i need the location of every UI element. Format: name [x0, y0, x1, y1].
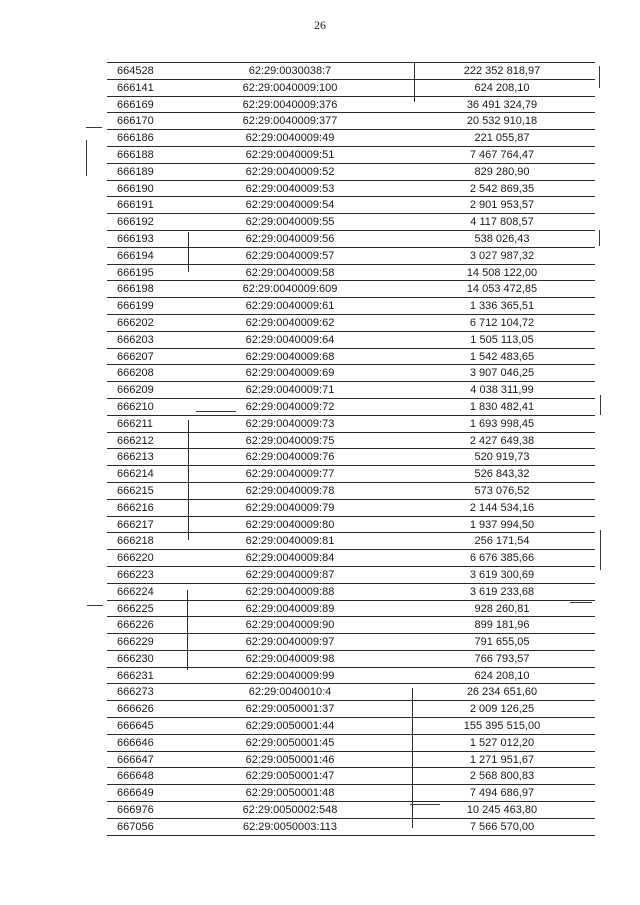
- parcel-value-table: [107, 62, 595, 836]
- record-id-cell: 666192: [117, 216, 154, 229]
- value-cell: 4 038 311,99: [470, 384, 534, 397]
- table-row: [107, 819, 595, 836]
- record-id-cell: 666223: [117, 568, 154, 581]
- table-row: [107, 735, 595, 752]
- cadastral-number-cell: 62:29:0040009:100: [242, 81, 338, 94]
- cadastral-number-cell: 62:29:0040009:62: [245, 316, 335, 329]
- table-row: [107, 768, 595, 785]
- scan-artifact: [600, 530, 601, 570]
- record-id-cell: 666226: [117, 619, 154, 632]
- value-cell: 1 336 365,51: [469, 300, 535, 313]
- value-cell: 520 919,73: [474, 451, 530, 464]
- table-row: [107, 550, 595, 567]
- record-id-cell: 666169: [117, 98, 154, 111]
- table-row: [107, 668, 595, 685]
- cadastral-number-cell: 62:29:0040009:81: [245, 535, 335, 548]
- record-id-cell: 666195: [117, 266, 154, 279]
- value-cell: 791 655,05: [474, 636, 530, 649]
- record-id-cell: 666648: [117, 770, 154, 783]
- value-cell: 829 280,90: [474, 165, 530, 178]
- record-id-cell: 666210: [117, 400, 154, 413]
- table-row: [107, 802, 595, 819]
- cadastral-number-cell: 62:29:0040009:376: [242, 98, 338, 111]
- value-cell: 3 619 300,69: [469, 568, 535, 581]
- table-row: [107, 651, 595, 668]
- cadastral-number-cell: 62:29:0050003:113: [243, 820, 337, 833]
- value-cell: 4 117 808,57: [470, 216, 534, 229]
- table-row: [107, 231, 595, 248]
- value-cell: 538 026,43: [474, 232, 530, 245]
- record-id-cell: 666225: [117, 602, 154, 615]
- cadastral-number-cell: 62:29:0050001:44: [245, 720, 335, 733]
- table-row: [107, 500, 595, 517]
- cadastral-number-cell: 62:29:0040009:52: [245, 165, 335, 178]
- record-id-cell: 666273: [117, 686, 154, 699]
- value-cell: 7 566 570,00: [469, 820, 535, 833]
- cadastral-number-cell: 62:29:0050001:46: [245, 753, 335, 766]
- value-cell: 26 234 651,60: [466, 686, 538, 699]
- cadastral-number-cell: 62:29:0040009:90: [245, 619, 335, 632]
- record-id-cell: 666220: [117, 552, 154, 565]
- table-row: [107, 332, 595, 349]
- record-id-cell: 666231: [117, 669, 154, 682]
- table-row: [107, 634, 595, 651]
- cadastral-number-cell: 62:29:0050001:37: [245, 703, 335, 716]
- record-id-cell: 666211: [117, 417, 153, 430]
- table-row: [107, 483, 595, 500]
- scan-artifact: [196, 411, 236, 412]
- record-id-cell: 666208: [117, 367, 154, 380]
- table-row: [107, 164, 595, 181]
- record-id-cell: 666212: [117, 434, 154, 447]
- value-cell: 20 532 910,18: [466, 115, 538, 128]
- cadastral-number-cell: 62:29:0040010:4: [248, 686, 332, 699]
- cadastral-number-cell: 62:29:0040009:53: [245, 182, 335, 195]
- cadastral-number-cell: 62:29:0040009:58: [245, 266, 335, 279]
- record-id-cell: 666230: [117, 652, 154, 665]
- table-row: [107, 281, 595, 298]
- scan-artifact: [570, 602, 592, 603]
- table-row: [107, 181, 595, 198]
- scan-artifact: [600, 395, 601, 415]
- cadastral-number-cell: 62:29:0040009:80: [245, 518, 335, 531]
- column-divider-left: [188, 420, 189, 540]
- table-row: [107, 197, 595, 214]
- table-row: [107, 63, 595, 80]
- value-cell: 1 937 994,50: [469, 518, 535, 531]
- table-row: [107, 533, 595, 550]
- cadastral-number-cell: 62:29:0040009:57: [245, 249, 335, 262]
- cadastral-number-cell: 62:29:0050001:48: [245, 787, 335, 800]
- record-id-cell: 666194: [117, 249, 154, 262]
- table-row: [107, 298, 595, 315]
- cadastral-number-cell: 62:29:0030038:7: [248, 65, 332, 77]
- scan-artifact: [87, 605, 103, 606]
- record-id-cell: 666216: [117, 501, 154, 514]
- cadastral-number-cell: 62:29:0050001:47: [245, 770, 335, 783]
- record-id-cell: 666190: [117, 182, 154, 195]
- cadastral-number-cell: 62:29:0050001:45: [245, 736, 335, 749]
- value-cell: 221 055,87: [474, 132, 530, 145]
- table-row: [107, 449, 595, 466]
- value-cell: 1 271 951,67: [469, 753, 535, 766]
- value-cell: 14 053 472,85: [466, 283, 538, 296]
- table-row: [107, 517, 595, 534]
- cadastral-number-cell: 62:29:0040009:98: [245, 652, 335, 665]
- record-id-cell: 666646: [117, 736, 154, 749]
- cadastral-number-cell: 62:29:0040009:72: [245, 400, 335, 413]
- record-id-cell: 666170: [117, 115, 154, 128]
- scan-artifact: [86, 140, 87, 176]
- record-id-cell: 666229: [117, 636, 154, 649]
- value-cell: 2 427 649,38: [469, 434, 535, 447]
- value-cell: 1 830 482,41: [469, 400, 535, 413]
- value-cell: 624 208,10: [474, 669, 530, 682]
- value-cell: 3 027 987,32: [469, 249, 535, 262]
- value-cell: 624 208,10: [474, 81, 530, 94]
- table-row: [107, 365, 595, 382]
- value-cell: 14 508 122,00: [466, 266, 538, 279]
- table-row: [107, 416, 595, 433]
- cadastral-number-cell: 62:29:0040009:377: [242, 115, 338, 128]
- cadastral-number-cell: 62:29:0040009:61: [245, 300, 335, 313]
- table-row: [107, 601, 595, 618]
- value-cell: 7 467 764,47: [469, 148, 535, 161]
- cadastral-number-cell: 62:29:0040009:84: [245, 552, 335, 565]
- record-id-cell: 666645: [117, 720, 154, 733]
- cadastral-number-cell: 62:29:0040009:55: [245, 216, 335, 229]
- record-id-cell: 666218: [117, 535, 154, 548]
- table-row: [107, 617, 595, 634]
- table-row: [107, 785, 595, 802]
- table-row: [107, 466, 595, 483]
- value-cell: 766 793,57: [474, 652, 530, 665]
- scan-artifact: [599, 230, 600, 246]
- record-id-cell: 666141: [117, 81, 154, 94]
- cadastral-number-cell: 62:29:0040009:56: [245, 232, 335, 245]
- table-row: [107, 399, 595, 416]
- page-number: 26: [314, 18, 326, 32]
- table-row: [107, 752, 595, 769]
- cadastral-number-cell: 62:29:0040009:78: [245, 484, 335, 497]
- value-cell: 2 901 953,57: [469, 199, 535, 212]
- table-row: [107, 130, 595, 147]
- table-row: [107, 349, 595, 366]
- value-cell: 3 619 233,68: [469, 585, 535, 598]
- value-cell: 256 171,54: [474, 535, 530, 548]
- cadastral-number-cell: 62:29:0040009:73: [245, 417, 335, 430]
- cadastral-number-cell: 62:29:0040009:609: [242, 283, 338, 296]
- cadastral-number-cell: 62:29:0040009:71: [245, 384, 335, 397]
- value-cell: 155 395 515,00: [463, 720, 541, 733]
- value-cell: 1 527 012,20: [469, 736, 535, 749]
- cadastral-number-cell: 62:29:0040009:99: [245, 669, 335, 682]
- record-id-cell: 666214: [117, 468, 154, 481]
- column-divider-right: [412, 688, 413, 828]
- value-cell: 1 542 483,65: [469, 350, 535, 363]
- record-id-cell: 666626: [117, 703, 154, 716]
- record-id-cell: 666198: [117, 283, 154, 296]
- cadastral-number-cell: 62:29:0040009:64: [245, 333, 335, 346]
- table-row: [107, 567, 595, 584]
- table-row: [107, 113, 595, 130]
- value-cell: 899 181,96: [474, 619, 530, 632]
- record-id-cell: 666188: [117, 148, 154, 161]
- record-id-cell: 664528: [117, 65, 154, 77]
- record-id-cell: 666203: [117, 333, 154, 346]
- value-cell: 573 076,52: [474, 484, 530, 497]
- record-id-cell: 666224: [117, 585, 154, 598]
- record-id-cell: 667056: [117, 820, 154, 833]
- cadastral-number-cell: 62:29:0040009:77: [245, 468, 335, 481]
- value-cell: 2 542 869,35: [469, 182, 535, 195]
- table-row: [107, 214, 595, 231]
- table-row: [107, 433, 595, 450]
- table-row: [107, 701, 595, 718]
- record-id-cell: 666217: [117, 518, 154, 531]
- record-id-cell: 666186: [117, 132, 154, 145]
- cadastral-number-cell: 62:29:0040009:97: [245, 636, 335, 649]
- value-cell: 6 712 104,72: [469, 316, 535, 329]
- table-row: [107, 147, 595, 164]
- cadastral-number-cell: 62:29:0040009:88: [245, 585, 335, 598]
- record-id-cell: 666213: [117, 451, 154, 464]
- value-cell: 928 260,81: [474, 602, 530, 615]
- scan-artifact: [86, 127, 102, 128]
- value-cell: 1 693 998,45: [469, 417, 535, 430]
- scan-artifact: [599, 66, 600, 88]
- table-row: [107, 265, 595, 282]
- table-row: [107, 584, 595, 601]
- table-row: [107, 80, 595, 97]
- table-row: [107, 248, 595, 265]
- table-row: [107, 684, 595, 701]
- table-row: [107, 382, 595, 399]
- value-cell: 6 676 385,66: [469, 552, 535, 565]
- record-id-cell: 666202: [117, 316, 154, 329]
- column-divider-left: [188, 232, 189, 272]
- record-id-cell: 666191: [117, 199, 154, 212]
- cadastral-number-cell: 62:29:0040009:75: [245, 434, 335, 447]
- cadastral-number-cell: 62:29:0040009:87: [245, 568, 335, 581]
- record-id-cell: 666199: [117, 300, 154, 313]
- record-id-cell: 666189: [117, 165, 154, 178]
- value-cell: 7 494 686,97: [469, 787, 535, 800]
- value-cell: 2 568 800,83: [469, 770, 535, 783]
- record-id-cell: 666193: [117, 232, 154, 245]
- cadastral-number-cell: 62:29:0040009:54: [245, 199, 335, 212]
- table-row: [107, 97, 595, 114]
- cadastral-number-cell: 62:29:0050002:548: [242, 804, 338, 817]
- value-cell: 2 009 126,25: [469, 703, 535, 716]
- cadastral-number-cell: 62:29:0040009:68: [245, 350, 335, 363]
- scan-artifact: [410, 804, 440, 805]
- value-cell: 36 491 324,79: [466, 98, 538, 111]
- cadastral-number-cell: 62:29:0040009:51: [245, 148, 335, 161]
- cadastral-number-cell: 62:29:0040009:76: [245, 451, 335, 464]
- column-divider-left: [187, 590, 188, 670]
- record-id-cell: 666649: [117, 787, 154, 800]
- value-cell: 10 245 463,80: [466, 804, 538, 817]
- value-cell: 3 907 046,25: [469, 367, 535, 380]
- record-id-cell: 666647: [117, 753, 154, 766]
- record-id-cell: 666215: [117, 484, 154, 497]
- value-cell: 2 144 534,16: [469, 501, 535, 514]
- record-id-cell: 666976: [117, 804, 154, 817]
- table-row: [107, 718, 595, 735]
- cadastral-number-cell: 62:29:0040009:79: [245, 501, 335, 514]
- record-id-cell: 666209: [117, 384, 154, 397]
- value-cell: 526 843,32: [474, 468, 530, 481]
- value-cell: 1 505 113,05: [470, 333, 534, 346]
- table-row: [107, 315, 595, 332]
- cadastral-number-cell: 62:29:0040009:49: [245, 132, 335, 145]
- cadastral-number-cell: 62:29:0040009:69: [245, 367, 335, 380]
- value-cell: 222 352 818,97: [463, 65, 541, 77]
- record-id-cell: 666207: [117, 350, 154, 363]
- cadastral-number-cell: 62:29:0040009:89: [245, 602, 335, 615]
- column-divider-right: [414, 62, 415, 102]
